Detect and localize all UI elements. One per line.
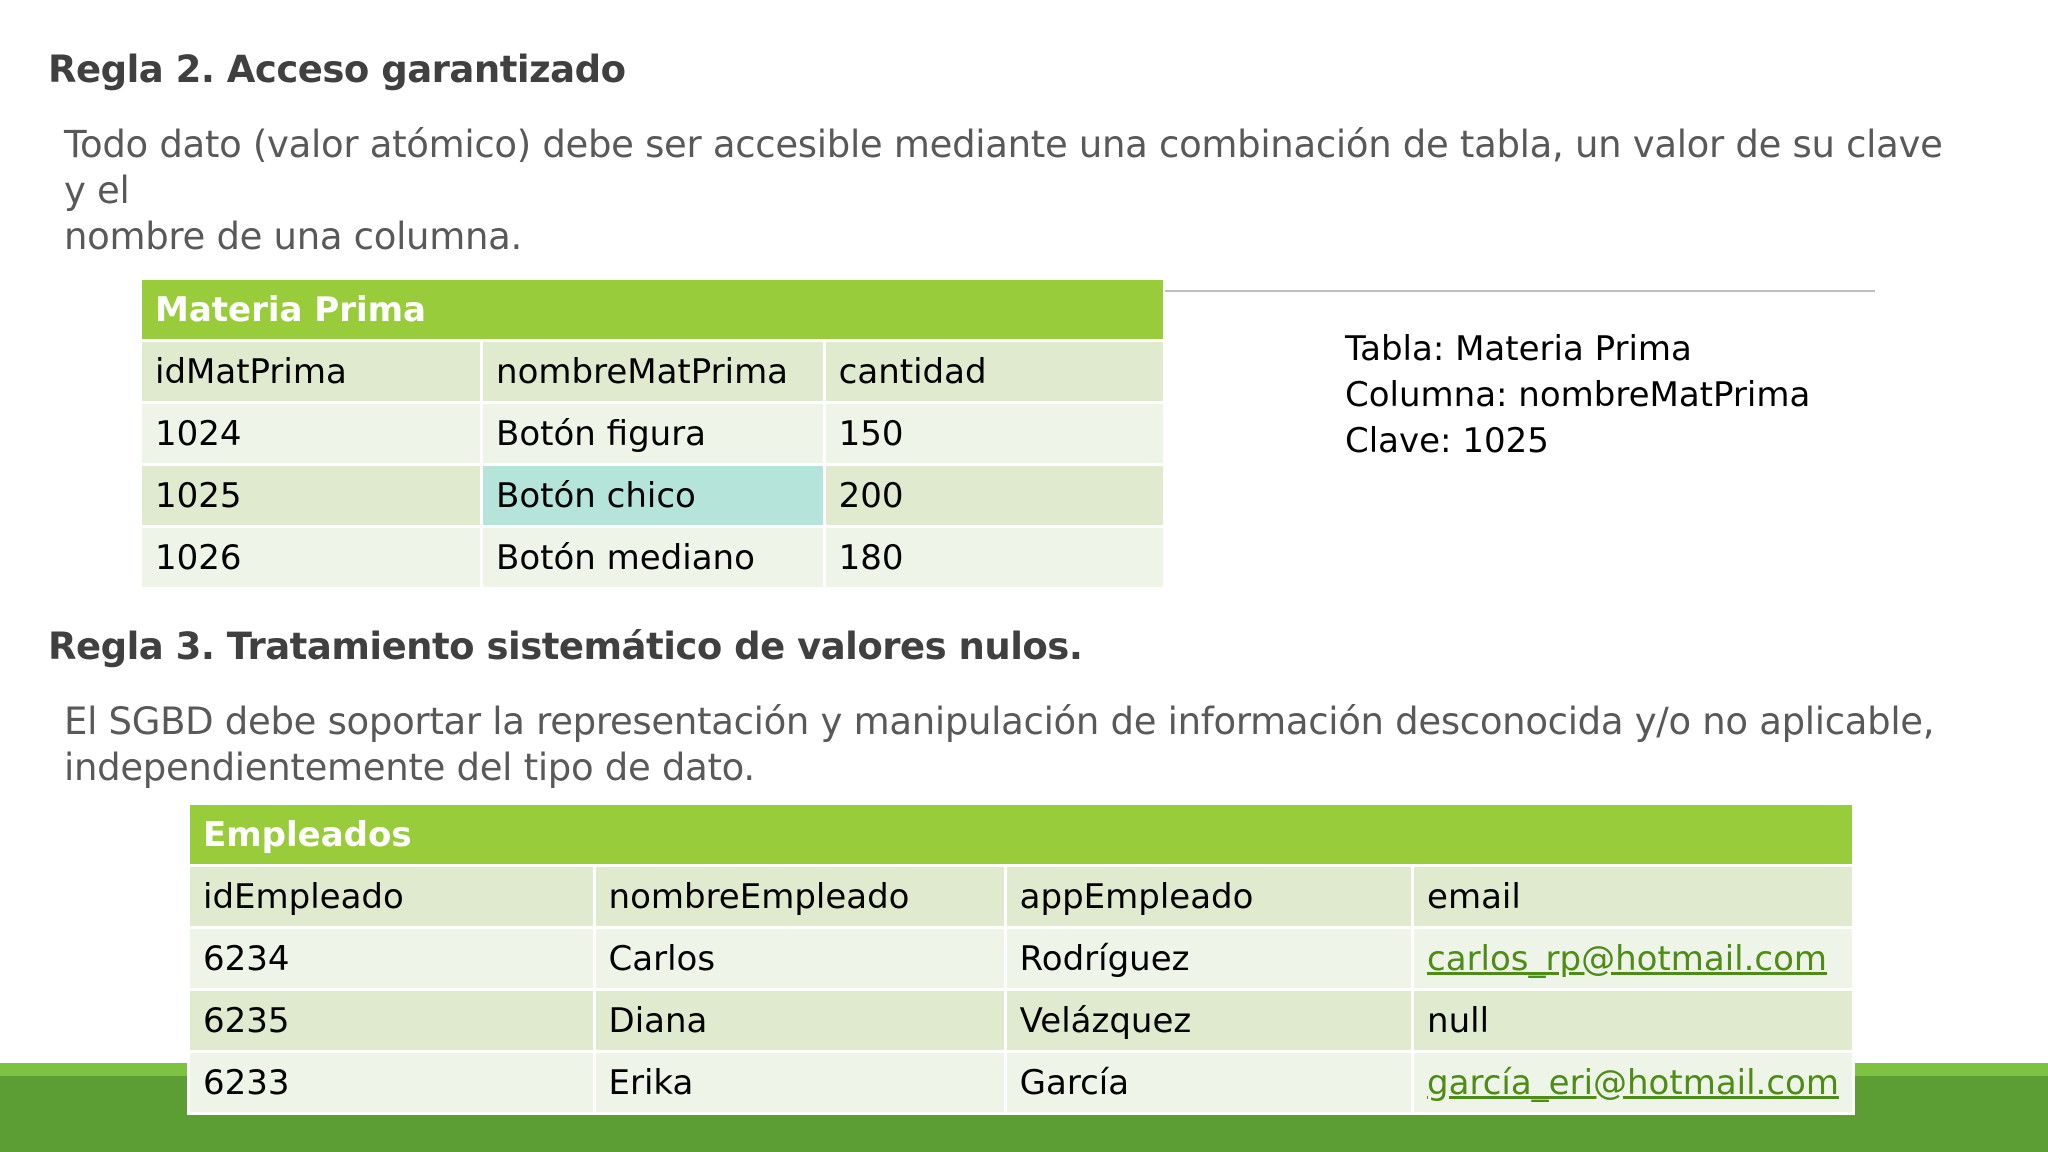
table-cell: 1025 [142,466,480,525]
rule3-description [64,699,1964,791]
materia-prima-table [139,277,1166,590]
table-cell: 180 [826,528,1163,587]
column-header: nombreEmpleado [596,867,1004,926]
rule2-heading: Regla 2. Acceso garantizado [48,48,626,91]
empleados-title: Empleados [190,805,1852,864]
table-row [190,991,1852,1050]
rule2-line2: nombre de una columna. [64,215,522,258]
divider-line [1165,290,1875,292]
rule2-description [64,122,1964,260]
table-cell: Diana [596,991,1004,1050]
highlighted-cell: Botón chico [483,466,823,525]
table-cell: Botón mediano [483,528,823,587]
table-cell: 6233 [190,1053,593,1112]
column-header: nombreMatPrima [483,342,823,401]
table-cell: 200 [826,466,1163,525]
email-cell [1414,929,1852,988]
table-cell: Botón figura [483,404,823,463]
table-row [190,1053,1852,1112]
materia-prima-title: Materia Prima [142,280,1163,339]
table-cell: Carlos [596,929,1004,988]
rule3-line1: El SGBD debe soportar la representación y manipulación de información desconocida y/o no aplicable, [64,700,1935,743]
table-row [142,404,1163,463]
lookup-table: Tabla: Materia Prima [1345,329,1692,369]
table-row [142,528,1163,587]
table-cell: 6234 [190,929,593,988]
rule3-line2: independientemente del tipo de dato. [64,746,755,789]
table-row [190,929,1852,988]
table-row [142,342,1163,401]
table-cell: 1024 [142,404,480,463]
email-link[interactable]: garcía_eri@hotmail.com [1427,1062,1839,1103]
rule2-line1: Todo dato (valor atómico) debe ser accesible mediante una combinación de tabla, un valor de su clave y el [64,123,1943,212]
table-row [190,867,1852,926]
table-cell: Rodríguez [1007,929,1411,988]
table-cell: 150 [826,404,1163,463]
email-cell [1414,1053,1852,1112]
table-cell: 1026 [142,528,480,587]
column-header: idEmpleado [190,867,593,926]
email-link[interactable]: carlos_rp@hotmail.com [1427,938,1828,979]
rule3-heading: Regla 3. Tratamiento sistemático de valores nulos. [48,625,1083,668]
table-row [142,466,1163,525]
column-header: appEmpleado [1007,867,1411,926]
lookup-note [1345,326,1810,464]
empleados-table [187,802,1855,1115]
table-cell: Erika [596,1053,1004,1112]
lookup-column: Columna: nombreMatPrima [1345,375,1811,415]
column-header: cantidad [826,342,1163,401]
column-header: email [1414,867,1852,926]
table-cell: Velázquez [1007,991,1411,1050]
table-cell: 6235 [190,991,593,1050]
null-value-cell: null [1414,991,1852,1050]
lookup-key: Clave: 1025 [1345,421,1549,461]
column-header: idMatPrima [142,342,480,401]
table-cell: García [1007,1053,1411,1112]
